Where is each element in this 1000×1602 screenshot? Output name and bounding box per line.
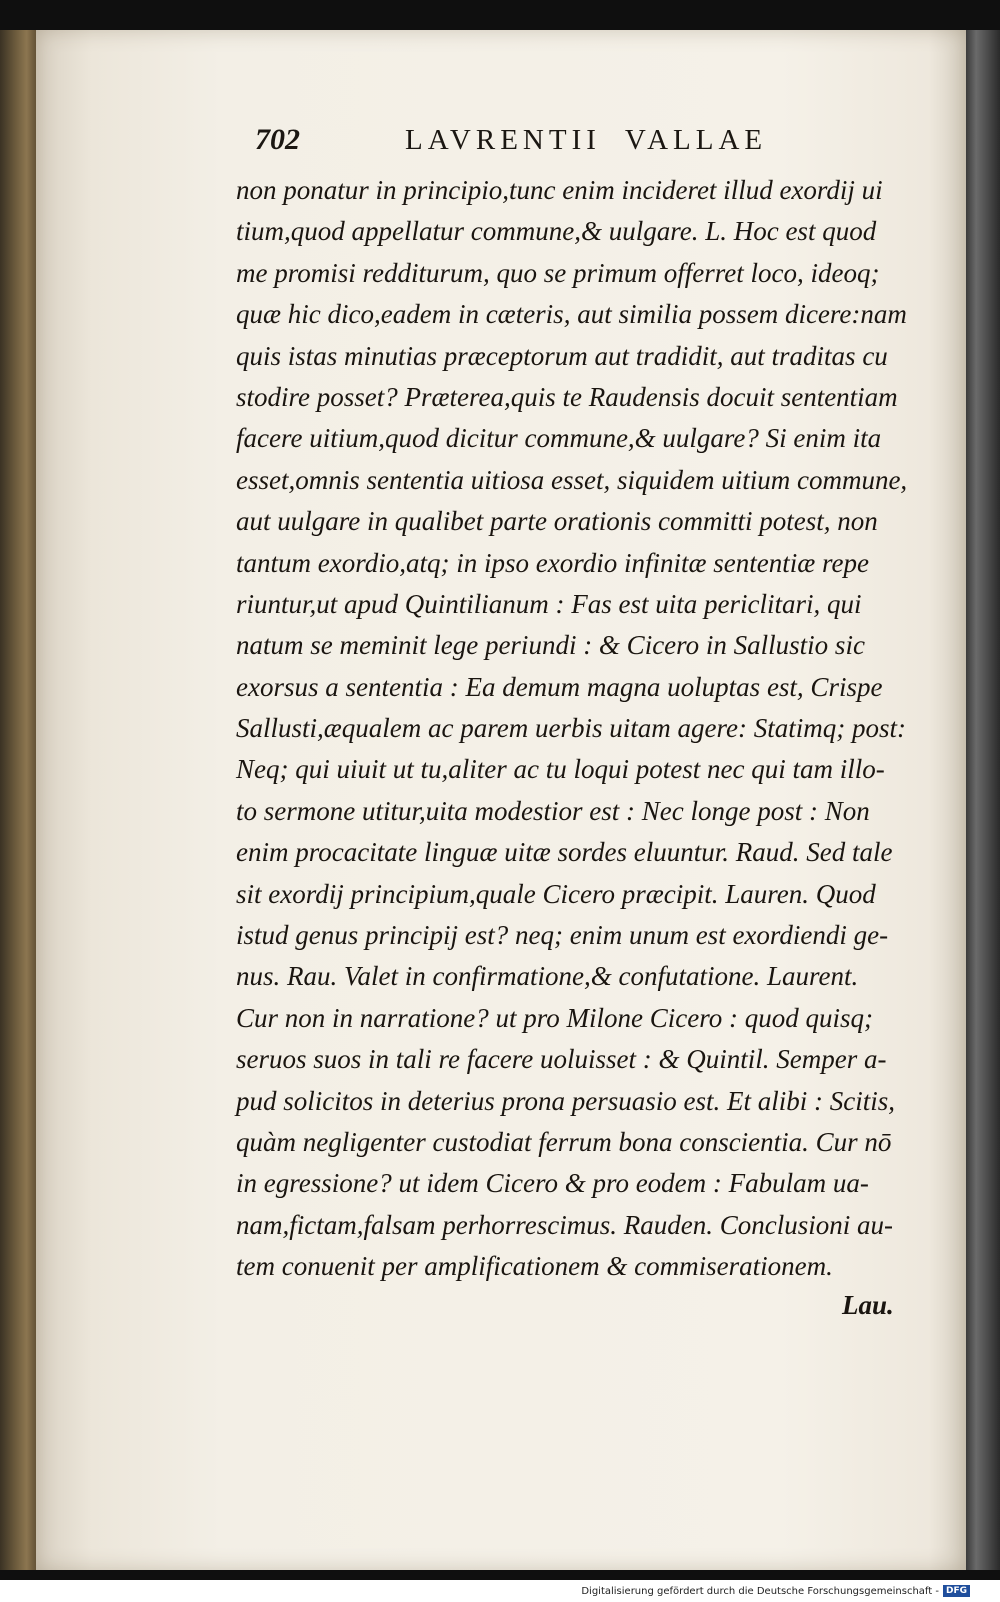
text-line: in egressione? ut idem Cicero & pro eodem : Fabulam ua-: [236, 1168, 869, 1199]
text-line: nam,fictam,falsam perhorrescimus. Rauden. Conclusioni au-: [236, 1209, 893, 1240]
book-spine: [0, 30, 38, 1570]
text-line: Neq; qui uiuit ut tu,aliter ac tu loqui potest nec qui tam illo-: [236, 754, 885, 785]
text-line: riuntur,ut apud Quintilianum : Fas est uita periclitari, qui: [236, 588, 862, 619]
text-line: exorsus a sententia : Ea demum magna uoluptas est, Crispe: [236, 671, 883, 702]
text-line: pud solicitos in deterius prona persuasio est. Et alibi : Scitis,: [236, 1085, 895, 1116]
text-line: enim procacitate linguæ uitæ sordes eluuntur. Raud. Sed tale: [236, 837, 893, 868]
text-line: quis istas minutias præceptorum aut tradidit, aut traditas cu: [236, 340, 888, 371]
text-line: esset,omnis sententia uitiosa esset, siquidem uitium commune,: [236, 464, 908, 495]
footer-bar: [0, 1580, 1000, 1602]
text-line: natum se meminit lege periundi : & Cicero in Sallustio sic: [236, 630, 865, 661]
text-line: facere uitium,quod dicitur commune,& uulgare? Si enim ita: [236, 423, 882, 454]
text-line: istud genus principij est? neq; enim unum est exordiendi ge-: [236, 920, 889, 951]
body-text: [236, 170, 936, 1288]
catchword: Lau.: [842, 1290, 894, 1320]
running-title: LAVRENTII VALLAE: [405, 124, 768, 156]
text-line: seruos suos in tali re facere uoluisset : & Quintil. Semper a-: [236, 1044, 887, 1075]
text-line: Sallusti,æqualem ac parem uerbis uitam agere: Statimq; post:: [236, 713, 906, 744]
page-number: 702: [255, 123, 300, 156]
text-line: Cur non in narratione? ut pro Milone Cicero : quod quisq;: [236, 1002, 873, 1033]
text-line: sit exordij principium,quale Cicero præcipit. Lauren. Quod: [236, 878, 876, 909]
text-line: tium,quod appellatur commune,& uulgare. L. Hoc est quod: [236, 216, 877, 247]
text-line: tem conuenit per amplificationem & commiserationem.: [236, 1251, 833, 1282]
text-line: to sermone utitur,uita modestior est : Nec longe post : Non: [236, 795, 870, 826]
text-line: stodire posset? Præterea,quis te Raudensis docuit sententiam: [236, 381, 898, 412]
text-line: non ponatur in principio,tunc enim incideret illud exordij ui: [236, 175, 883, 205]
running-head: [255, 123, 815, 163]
text-line: tantum exordio,atq; in ipso exordio infinitæ sententiæ repe: [236, 547, 869, 578]
text-line: nus. Rau. Valet in confirmatione,& confutatione. Laurent.: [236, 961, 859, 992]
text-line: me promisi redditurum, quo se primum offerret loco, ideoq;: [236, 257, 880, 288]
text-line: aut uulgare in qualibet parte orationis committi potest, non: [236, 506, 878, 537]
text-line: quàm negligenter custodiat ferrum bona conscientia. Cur nō: [236, 1126, 892, 1157]
page-edge-shadow: [966, 30, 1000, 1570]
text-line: quæ hic dico,eadem in cæteris, aut similia possem dicere:nam: [236, 299, 907, 330]
footer-credit: Digitalisierung gefördert durch die Deutsche Forschungsgemeinschaft -: [581, 1585, 939, 1597]
dfg-logo: DFG: [943, 1585, 970, 1597]
